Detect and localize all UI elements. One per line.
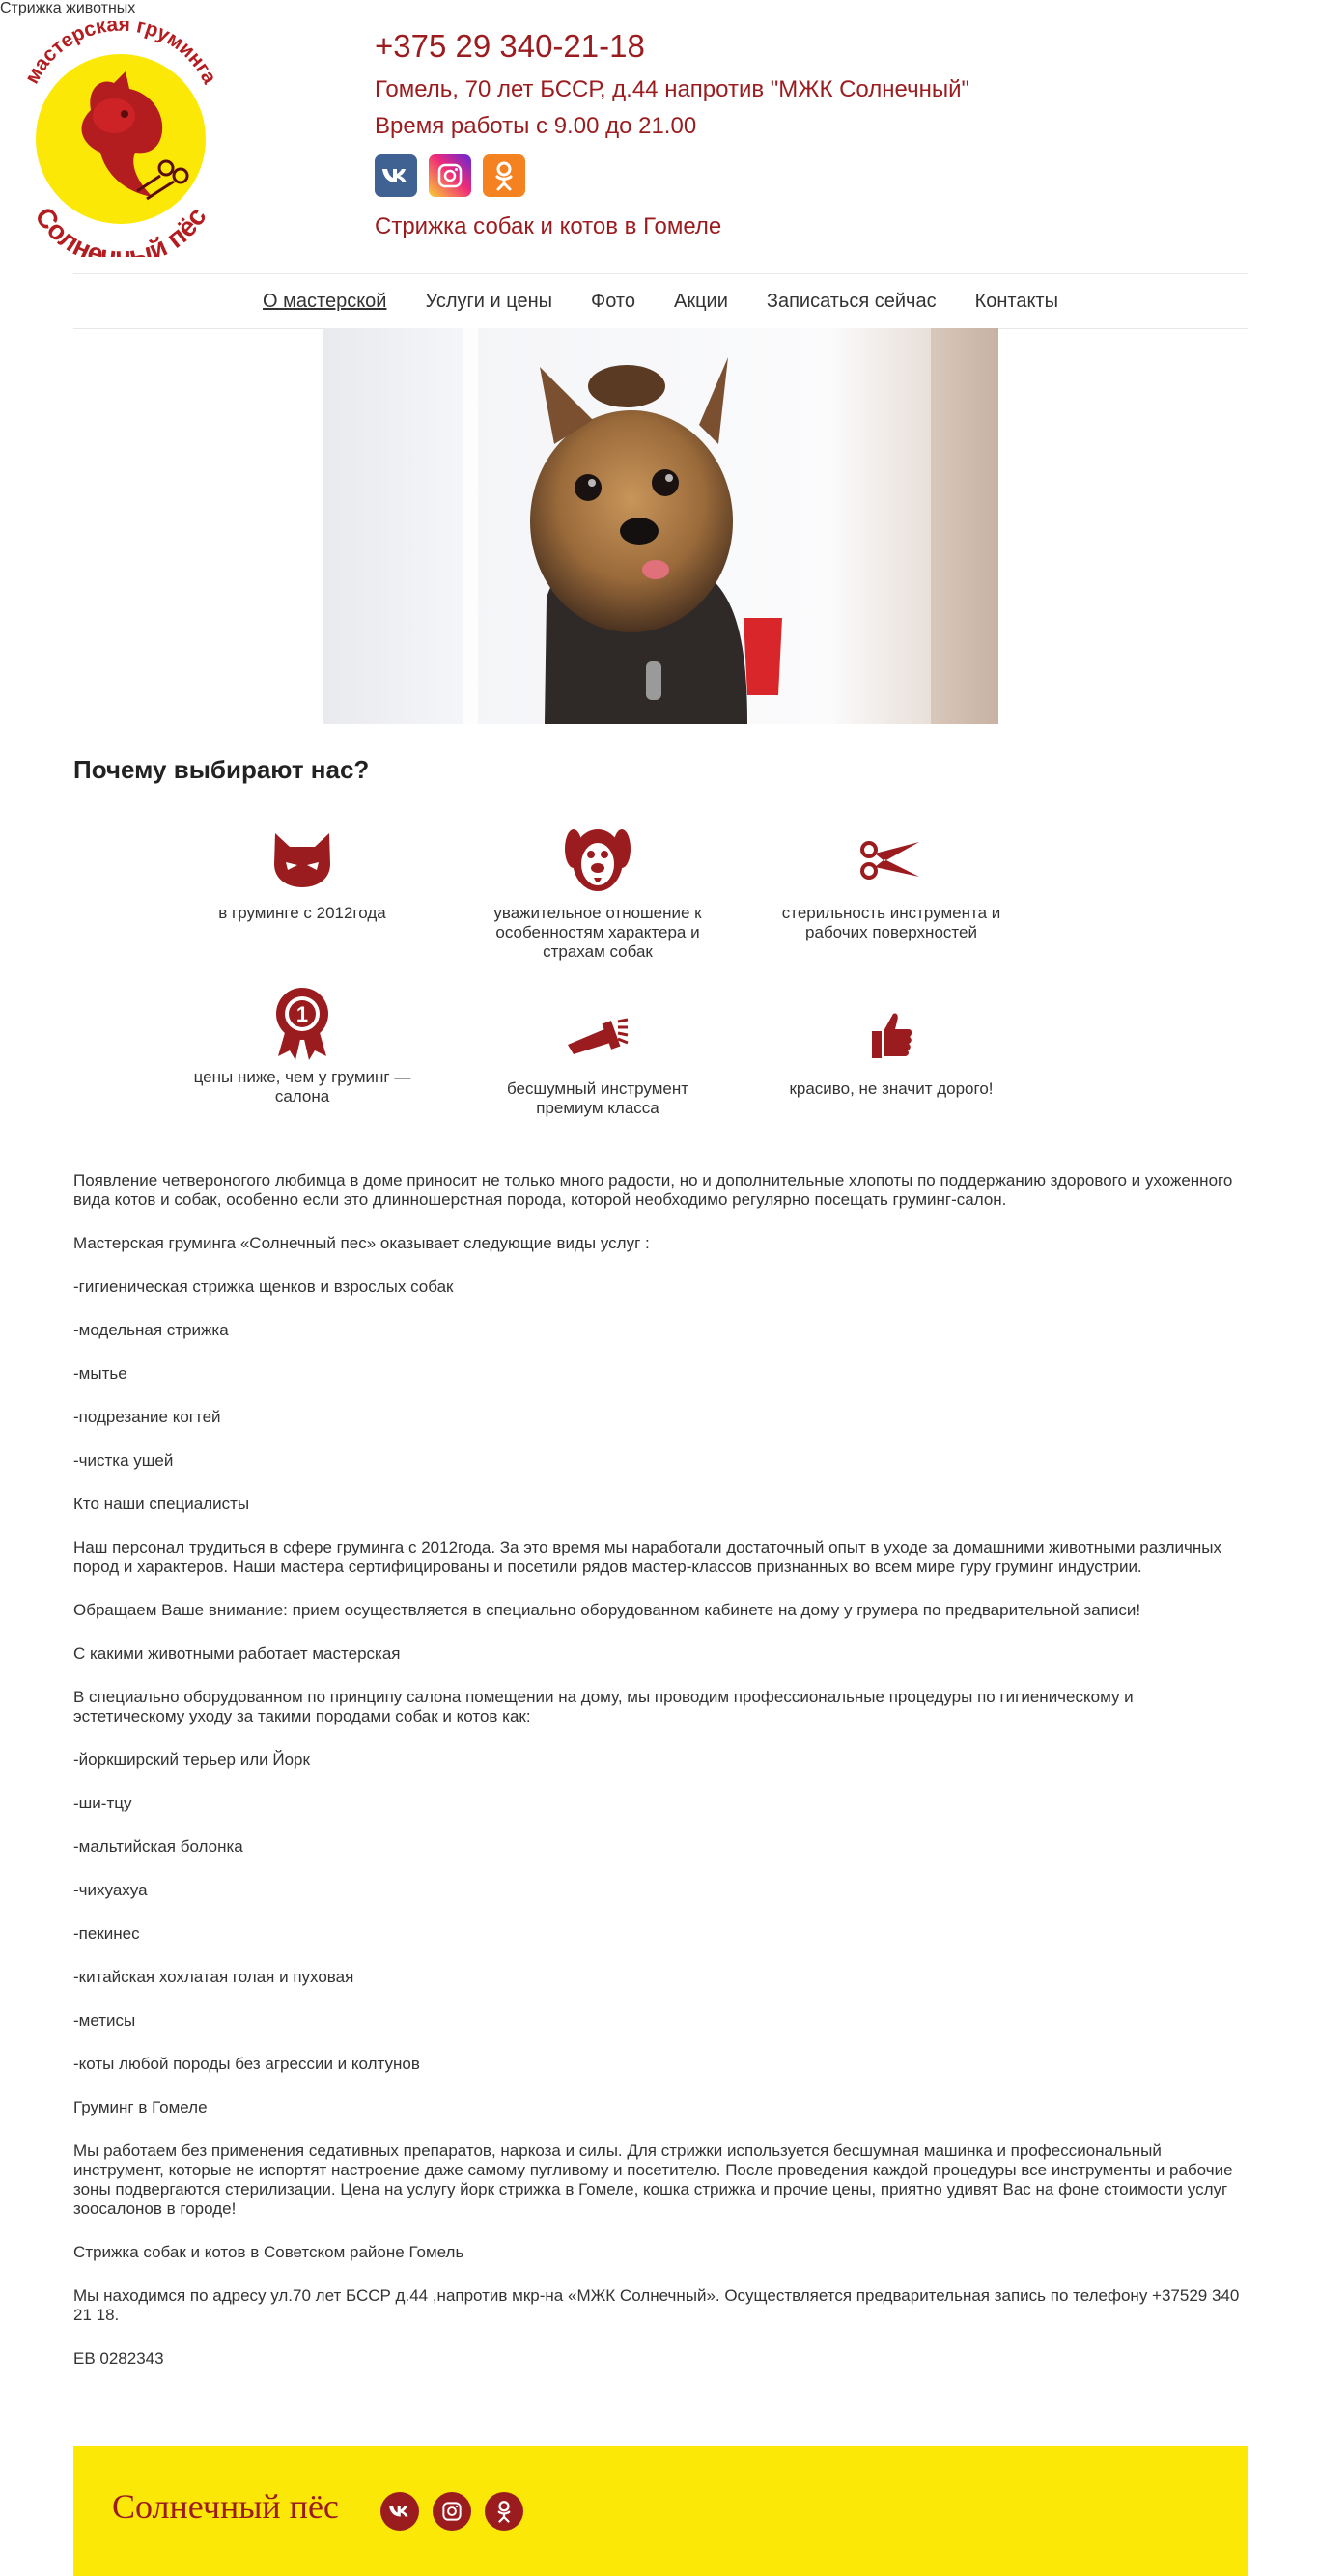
content-paragraph: -подрезание когтей: [73, 1408, 221, 1426]
content-paragraph: Мастерская груминга «Солнечный пес» оказывает следующие виды услуг :: [73, 1234, 650, 1252]
content-paragraph: -гигиеническая стрижка щенков и взрослых собак: [73, 1277, 454, 1296]
hero-image: [323, 328, 998, 724]
content-paragraph: С какими животными работает мастерская: [73, 1644, 401, 1663]
content-paragraph: -модельная стрижка: [73, 1321, 229, 1339]
content-paragraph: -чихуахуа: [73, 1881, 148, 1899]
feature-text: стерильность инструмента и рабочих поверхностей: [781, 904, 1001, 941]
phone-number[interactable]: +375 29 340-21-18: [375, 28, 645, 64]
logo-graphic: [12, 21, 230, 257]
instagram-icon[interactable]: [433, 2492, 471, 2531]
nav-book-now[interactable]: Записаться сейчас: [766, 290, 937, 312]
instagram-icon[interactable]: [429, 154, 471, 197]
cat-face-icon: [186, 821, 418, 898]
header-contacts: [375, 27, 969, 241]
content-paragraph: -мальтийская болонка: [73, 1837, 243, 1856]
content-paragraph: -мытье: [73, 1364, 127, 1383]
svg-text:мастерская груминга: мастерская груминга: [20, 21, 221, 88]
vk-icon[interactable]: [380, 2492, 419, 2531]
content-paragraph: Наш персонал трудиться в сфере груминга с 2012года. За это время мы наработали достаточный опыт в уходе за домашними животными различных пород и характеров. Наши мастера сертифицированы и посетили рядов мастер-классов признанных во всем мире гуру груминг индустрии.: [73, 1538, 1221, 1576]
content-paragraph: Кто наши специалисты: [73, 1495, 250, 1513]
trimmer-icon: [482, 996, 714, 1074]
nav-photo[interactable]: Фото: [591, 290, 635, 312]
nav-services[interactable]: Услуги и цены: [425, 290, 553, 312]
footer-brand[interactable]: Солнечный пёс: [112, 2487, 339, 2526]
why-us-title: Почему выбирают нас?: [73, 755, 370, 784]
content-paragraph: -йоркширский терьер или Йорк: [73, 1750, 310, 1769]
about-content: [73, 1171, 1248, 2393]
header-socials: [375, 154, 969, 197]
site-logo[interactable]: [12, 21, 230, 257]
content-paragraph: Мы находимся по адресу ул.70 лет БССР д.44 ,напротив мкр-на «МЖК Солнечный». Осуществляется предварительная запись по телефону +37529 340 21 18.: [73, 2286, 1240, 2324]
content-paragraph: В специально оборудованном по принципу салона помещении на дому, мы проводим профессиональные процедуры по гигиеническому и эстетическому уходу за такими породами собак и котов как:: [73, 1688, 1134, 1725]
feature-item: [186, 985, 418, 1106]
content-paragraph: Появление четвероногого любимца в доме приносит не только много радости, но и дополнительные хлопоты по поддержанию здорового и ухоженного вида котов и собак, особенно если это длинношерстная порода, которой необходимо регулярно посещать груминг-салон.: [73, 1171, 1233, 1209]
content-paragraph: -пекинес: [73, 1924, 140, 1943]
nav-about[interactable]: О мастерской: [263, 290, 387, 312]
thumbs-up-icon: [775, 996, 1007, 1074]
feature-text: бесшумный инструмент премиум класса: [506, 1079, 689, 1117]
vk-icon[interactable]: [375, 154, 417, 197]
feature-item: [775, 996, 1007, 1099]
tagline: Стрижка собак и котов в Гомеле: [375, 213, 722, 239]
feature-item: [482, 821, 714, 962]
content-paragraph: Обращаем Ваше внимание: прием осуществляется в специально оборудованном кабинете на дому у грумера по предварительной записи!: [73, 1601, 1141, 1619]
dog-face-icon: [482, 821, 714, 898]
feature-text: цены ниже, чем у груминг — салона: [193, 1068, 411, 1106]
feature-item: [186, 821, 418, 923]
content-paragraph: Мы работаем без применения седативных препаратов, наркоза и силы. Для стрижки используется бесшумная машинка и профессиональный инструмент, которые не испортят настроение даже самому пугливому и посетителю. После проведения каждой процедуры все инструменты и рабочие зоны подвергаются стерилизации. Цена на услугу йорк стрижка в Гомеле, кошка стрижка и прочие цены, приятно удивят Вас на фоне стоимости услуг зоосалонов в городе!: [73, 2142, 1233, 2218]
content-paragraph: Стрижка собак и котов в Советском районе Гомель: [73, 2243, 464, 2261]
feature-item: [775, 821, 1007, 942]
nav-contacts[interactable]: Контакты: [974, 290, 1058, 312]
footer-socials: [380, 2492, 523, 2531]
content-paragraph: ЕВ 0282343: [73, 2349, 164, 2367]
content-paragraph: -метисы: [73, 2011, 136, 2030]
scissors-icon: [775, 821, 1007, 898]
svg-text:Солнечный пёс: Солнечный пёс: [29, 201, 212, 257]
svg-text:1: 1: [295, 1002, 309, 1026]
content-paragraph: -китайская хохлатая голая и пуховая: [73, 1968, 354, 1986]
main-nav: [73, 273, 1248, 329]
feature-text: уважительное отношение к особенностям характера и страхам собак: [493, 904, 702, 961]
footer: [73, 2446, 1248, 2576]
content-paragraph: -чистка ушей: [73, 1451, 174, 1470]
feature-item: [482, 996, 714, 1118]
working-hours: Время работы с 9.00 до 21.00: [375, 113, 697, 139]
nav-promotions[interactable]: Акции: [673, 290, 728, 312]
odnoklassniki-icon[interactable]: [483, 154, 525, 197]
odnoklassniki-icon[interactable]: [485, 2492, 523, 2531]
content-paragraph: -коты любой породы без агрессии и колтунов: [73, 2055, 420, 2073]
feature-text: красиво, не значит дорого!: [789, 1079, 994, 1098]
browser-page-title: Стрижка животных: [0, 0, 136, 16]
address: Гомель, 70 лет БССР, д.44 напротив "МЖК Солнечный": [375, 76, 969, 102]
first-place-badge-icon: [186, 985, 418, 1062]
content-paragraph: Груминг в Гомеле: [73, 2098, 208, 2116]
feature-text: в груминге с 2012года: [218, 904, 386, 922]
content-paragraph: -ши-тцу: [73, 1794, 132, 1812]
